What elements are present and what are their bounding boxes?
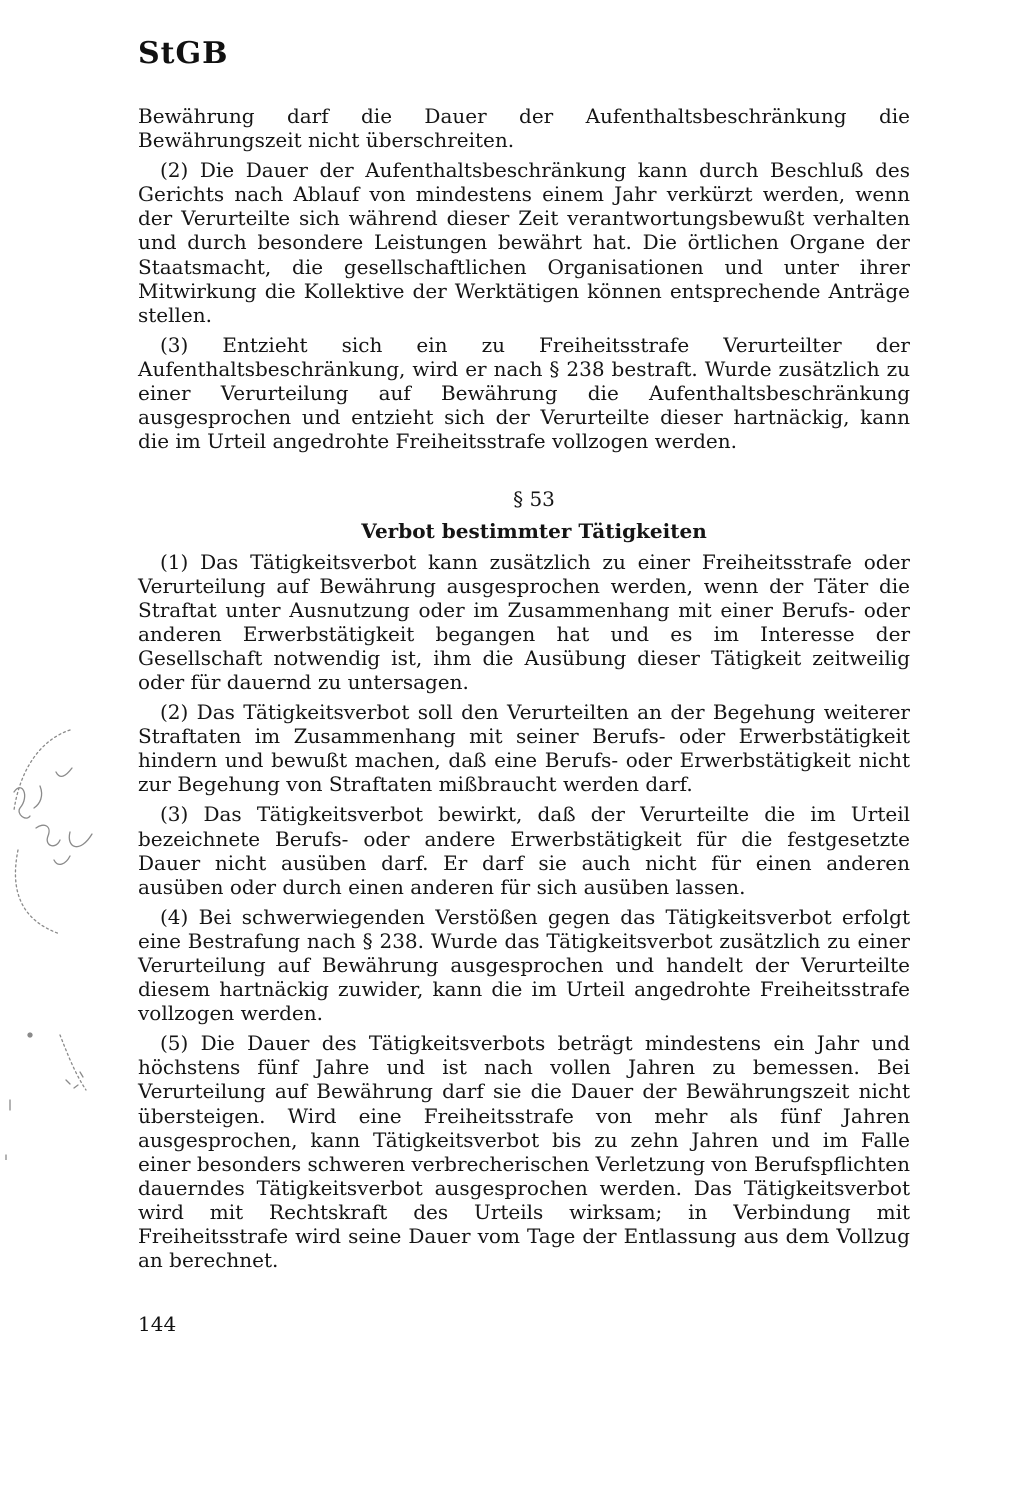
section-title: Verbot bestimmter Tätigkeiten [361, 519, 707, 544]
page-number: 144 [138, 1312, 177, 1336]
section-paragraph-3: (3) Das Tätigkeitsverbot bewirkt, daß der Verurteilte die im Urteil bezeichnete Berufs- oder andere Erwerbstätigkeit für die festgesetzte Dauer nicht ausüben darf. Er darf sie auch nicht für einen anderen ausüben oder durch einen anderen für sich ausüben lassen. [138, 802, 910, 899]
paragraph-3: (3) Entzieht sich ein zu Freiheitsstrafe Verurteilter der Aufenthaltsbeschränkung, wird er nach § 238 bestraft. Wurde zusätzlich zu einer Verurteilung auf Bewährung die Aufenthaltsbeschränkung ausgesprochen und entzieht sich der Verurteilte dieser hartnäckig, kann die im Urteil angedrohte Freiheitsstrafe vollzogen werden. [138, 332, 910, 454]
section-paragraph-1: (1) Das Tätigkeitsverbot kann zusätzlich zu einer Freiheitsstrafe oder Verurteilung auf Bewährung ausgesprochen werden, wenn der Täter die Straftat unter Ausnutzung oder im Zusammenhang mit einer Berufs- oder anderen Erwerbstätigkeit begangen hat und es im Interesse der Gesellschaft notwendig ist, ihm die Ausübung dieser Tätigkeit zeitweilig oder für dauernd zu untersagen. [138, 549, 910, 694]
section-paragraph-2: (2) Das Tätigkeitsverbot soll den Verurteilten an der Begehung weiterer Straftaten im Zusammenhang mit seiner Berufs- oder Erwerbstätigkeit hindern und bewußt machen, daß eine Berufs- oder Erwerbstätigkeit nicht zur Begehung von Straftaten mißbraucht werden darf. [138, 700, 910, 797]
paragraph-continuation: Bewährung darf die Dauer der Aufenthaltsbeschränkung die Bewährungszeit nicht überschreiten. [138, 104, 910, 153]
section-paragraph-5: (5) Die Dauer des Tätigkeitsverbots beträgt mindestens ein Jahr und höchstens fünf Jahre und ist nach vollen Jahren zu bemessen. Bei Verurteilung auf Bewährung darf sie die Dauer der Bewährungszeit nicht übersteigen. Wird eine Freiheitsstrafe von mehr als fünf Jahren ausgesprochen, kann Tätigkeitsverbot bis zu zehn Jahren und im Falle einer besonders schweren verbrecherischen Verletzung von Berufspflichten dauerndes Tätigkeitsverbot ausgesprochen werden. Das Tätigkeitsverbot wird mit Rechtskraft des Urteils wirksam; in Verbindung mit Freiheitsstrafe wird seine Dauer vom Tage der Entlassung aus dem Vollzug an berechnet. [138, 1031, 910, 1273]
paragraph-2: (2) Die Dauer der Aufenthaltsbeschränkung kann durch Beschluß des Gerichts nach Ablauf von mindestens einem Jahr verkürzt werden, wenn der Verurteilte sich während dieser Zeit verantwortungsbewußt verhalten und durch besondere Leistungen bewährt hat. Die örtlichen Organe der Staatsmacht, die gesellschaftlichen Organisationen und unter ihrer Mitwirkung die Kollektive der Werktätigen können entsprechende Anträge stellen. [138, 158, 910, 327]
section-paragraph-4: (4) Bei schwerwiegenden Verstößen gegen das Tätigkeitsverbot erfolgt eine Bestrafung nach § 238. Wurde das Tätigkeitsverbot zusätzlich zu einer Verurteilung auf Bewährung ausgesprochen und handelt der Verurteilte diesem hartnäckig zuwider, kann die im Urteil angedrohte Freiheitsstrafe vollzogen werden. [138, 904, 910, 1026]
body-text [138, 104, 910, 1272]
section-number: § 53 [513, 487, 555, 512]
handwritten-marginalia [0, 700, 120, 1160]
running-header: StGB [138, 36, 229, 71]
